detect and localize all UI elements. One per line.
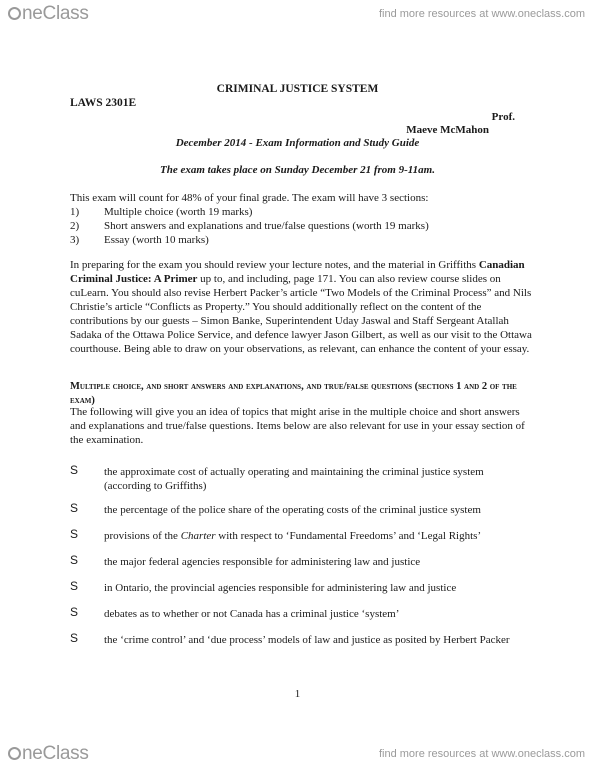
logo-one-text: ne xyxy=(22,3,43,24)
list-item xyxy=(70,633,532,647)
page-header xyxy=(0,0,595,30)
charter-text-pre: provisions of the xyxy=(104,530,181,542)
topic-text: debates as to whether or not Canada has a criminal justice ‘system’ xyxy=(104,608,400,620)
topic-text xyxy=(104,530,481,542)
list-item xyxy=(70,581,532,595)
oneclass-logo[interactable] xyxy=(8,743,89,765)
list-item-text: Multiple choice (worth 19 marks) xyxy=(104,206,253,218)
exam-date: The exam takes place on Sunday December 21 from 9-11am. xyxy=(160,164,435,176)
oneclass-logo[interactable] xyxy=(8,3,89,25)
list-item-number: 3) xyxy=(70,234,80,246)
list-item xyxy=(70,233,429,247)
page-number: 1 xyxy=(294,688,301,700)
logo-circle-icon xyxy=(8,7,21,20)
topics-intro-paragraph: The following will give you an idea of topics that might arise in the multiple choice and short answers and explanations and true/false questions. Items below are also relevant for use in your essay section of the examination. xyxy=(70,406,525,446)
list-item xyxy=(70,503,532,517)
list-item xyxy=(70,465,532,493)
bullet-marker: S xyxy=(70,527,79,541)
topics-list xyxy=(70,465,532,647)
list-item-text: Essay (worth 10 marks) xyxy=(104,234,209,246)
logo-one-text: ne xyxy=(22,743,43,764)
topic-text: the ‘crime control’ and ‘due process’ models of law and justice as posited by Herbert Packer xyxy=(104,634,510,646)
list-item-number: 2) xyxy=(70,220,80,232)
logo-class-text: Class xyxy=(42,743,89,764)
promo-link[interactable]: find more resources at www.oneclass.com xyxy=(378,748,585,760)
logo-class-text: Class xyxy=(42,3,89,24)
topic-text: in Ontario, the provincial agencies responsible for administering law and justice xyxy=(104,582,457,594)
list-item-number: 1) xyxy=(70,206,80,218)
list-item xyxy=(70,205,429,219)
topic-text: the major federal agencies responsible for administering law and justice xyxy=(104,556,421,568)
bullet-marker: S xyxy=(70,501,79,515)
bullet-marker: S xyxy=(70,553,79,567)
course-code: LAWS 2301E xyxy=(70,97,137,109)
topic-text: the approximate cost of actually operating and maintaining the criminal justice system (according to Griffiths) xyxy=(104,466,484,492)
promo-link[interactable]: find more resources at www.oneclass.com xyxy=(378,8,585,20)
textbook-title: Canadian Criminal Justice: A Primer xyxy=(70,259,525,285)
list-item xyxy=(70,607,532,621)
bullet-marker: S xyxy=(70,631,79,645)
document-subtitle: December 2014 - Exam Information and Study Guide xyxy=(175,137,420,149)
prof-label: Prof. xyxy=(491,111,515,123)
prep-text-part2: up to, and including, page 171. You can also review course slides on cuLearn. You should also revise Herbert Packer’s article “Two Models of the Criminal Process” and Nils Christie’s article “Conflicts as Property.” You should additionally reflect on the content of the contributions by our guests – Simon Banke, Superintendent Uday Jaswal and Staff Sergeant Atallah Sadaka of the Ottawa Police Service, and defence lawyer Jason Gilbert, as well as our visit to the Ottawa courthouse. Being able to draw on your observations, as relevant, can enhance the content of your essay. xyxy=(70,273,532,355)
intro-paragraph: This exam will count for 48% of your final grade. The exam will have 3 sections: xyxy=(70,192,429,204)
charter-text-post: with respect to ‘Fundamental Freedoms’ and ‘Legal Rights’ xyxy=(215,530,482,542)
list-item xyxy=(70,219,429,233)
section-heading: Multiple choice, and short answers and explanations, and true/false questions (sections 1 and 2 of the exam) xyxy=(70,381,517,406)
charter-word: Charter xyxy=(180,530,216,542)
list-item xyxy=(70,555,532,569)
page-footer xyxy=(0,740,595,770)
bullet-marker: S xyxy=(70,463,79,477)
sections-list xyxy=(70,205,429,247)
bullet-marker: S xyxy=(70,579,79,593)
bullet-marker: S xyxy=(70,605,79,619)
prep-text-part1: In preparing for the exam you should review your lecture notes, and the material in Griffiths xyxy=(70,259,479,271)
logo-circle-icon xyxy=(8,747,21,760)
preparation-paragraph xyxy=(70,258,532,356)
topic-text: the percentage of the police share of the operating costs of the criminal justice system xyxy=(104,504,481,516)
list-item xyxy=(70,529,532,543)
list-item-text: Short answers and explanations and true/false questions (worth 19 marks) xyxy=(104,220,429,232)
document-title: CRIMINAL JUSTICE SYSTEM xyxy=(216,83,379,95)
prof-name: Maeve McMahon xyxy=(406,124,489,136)
